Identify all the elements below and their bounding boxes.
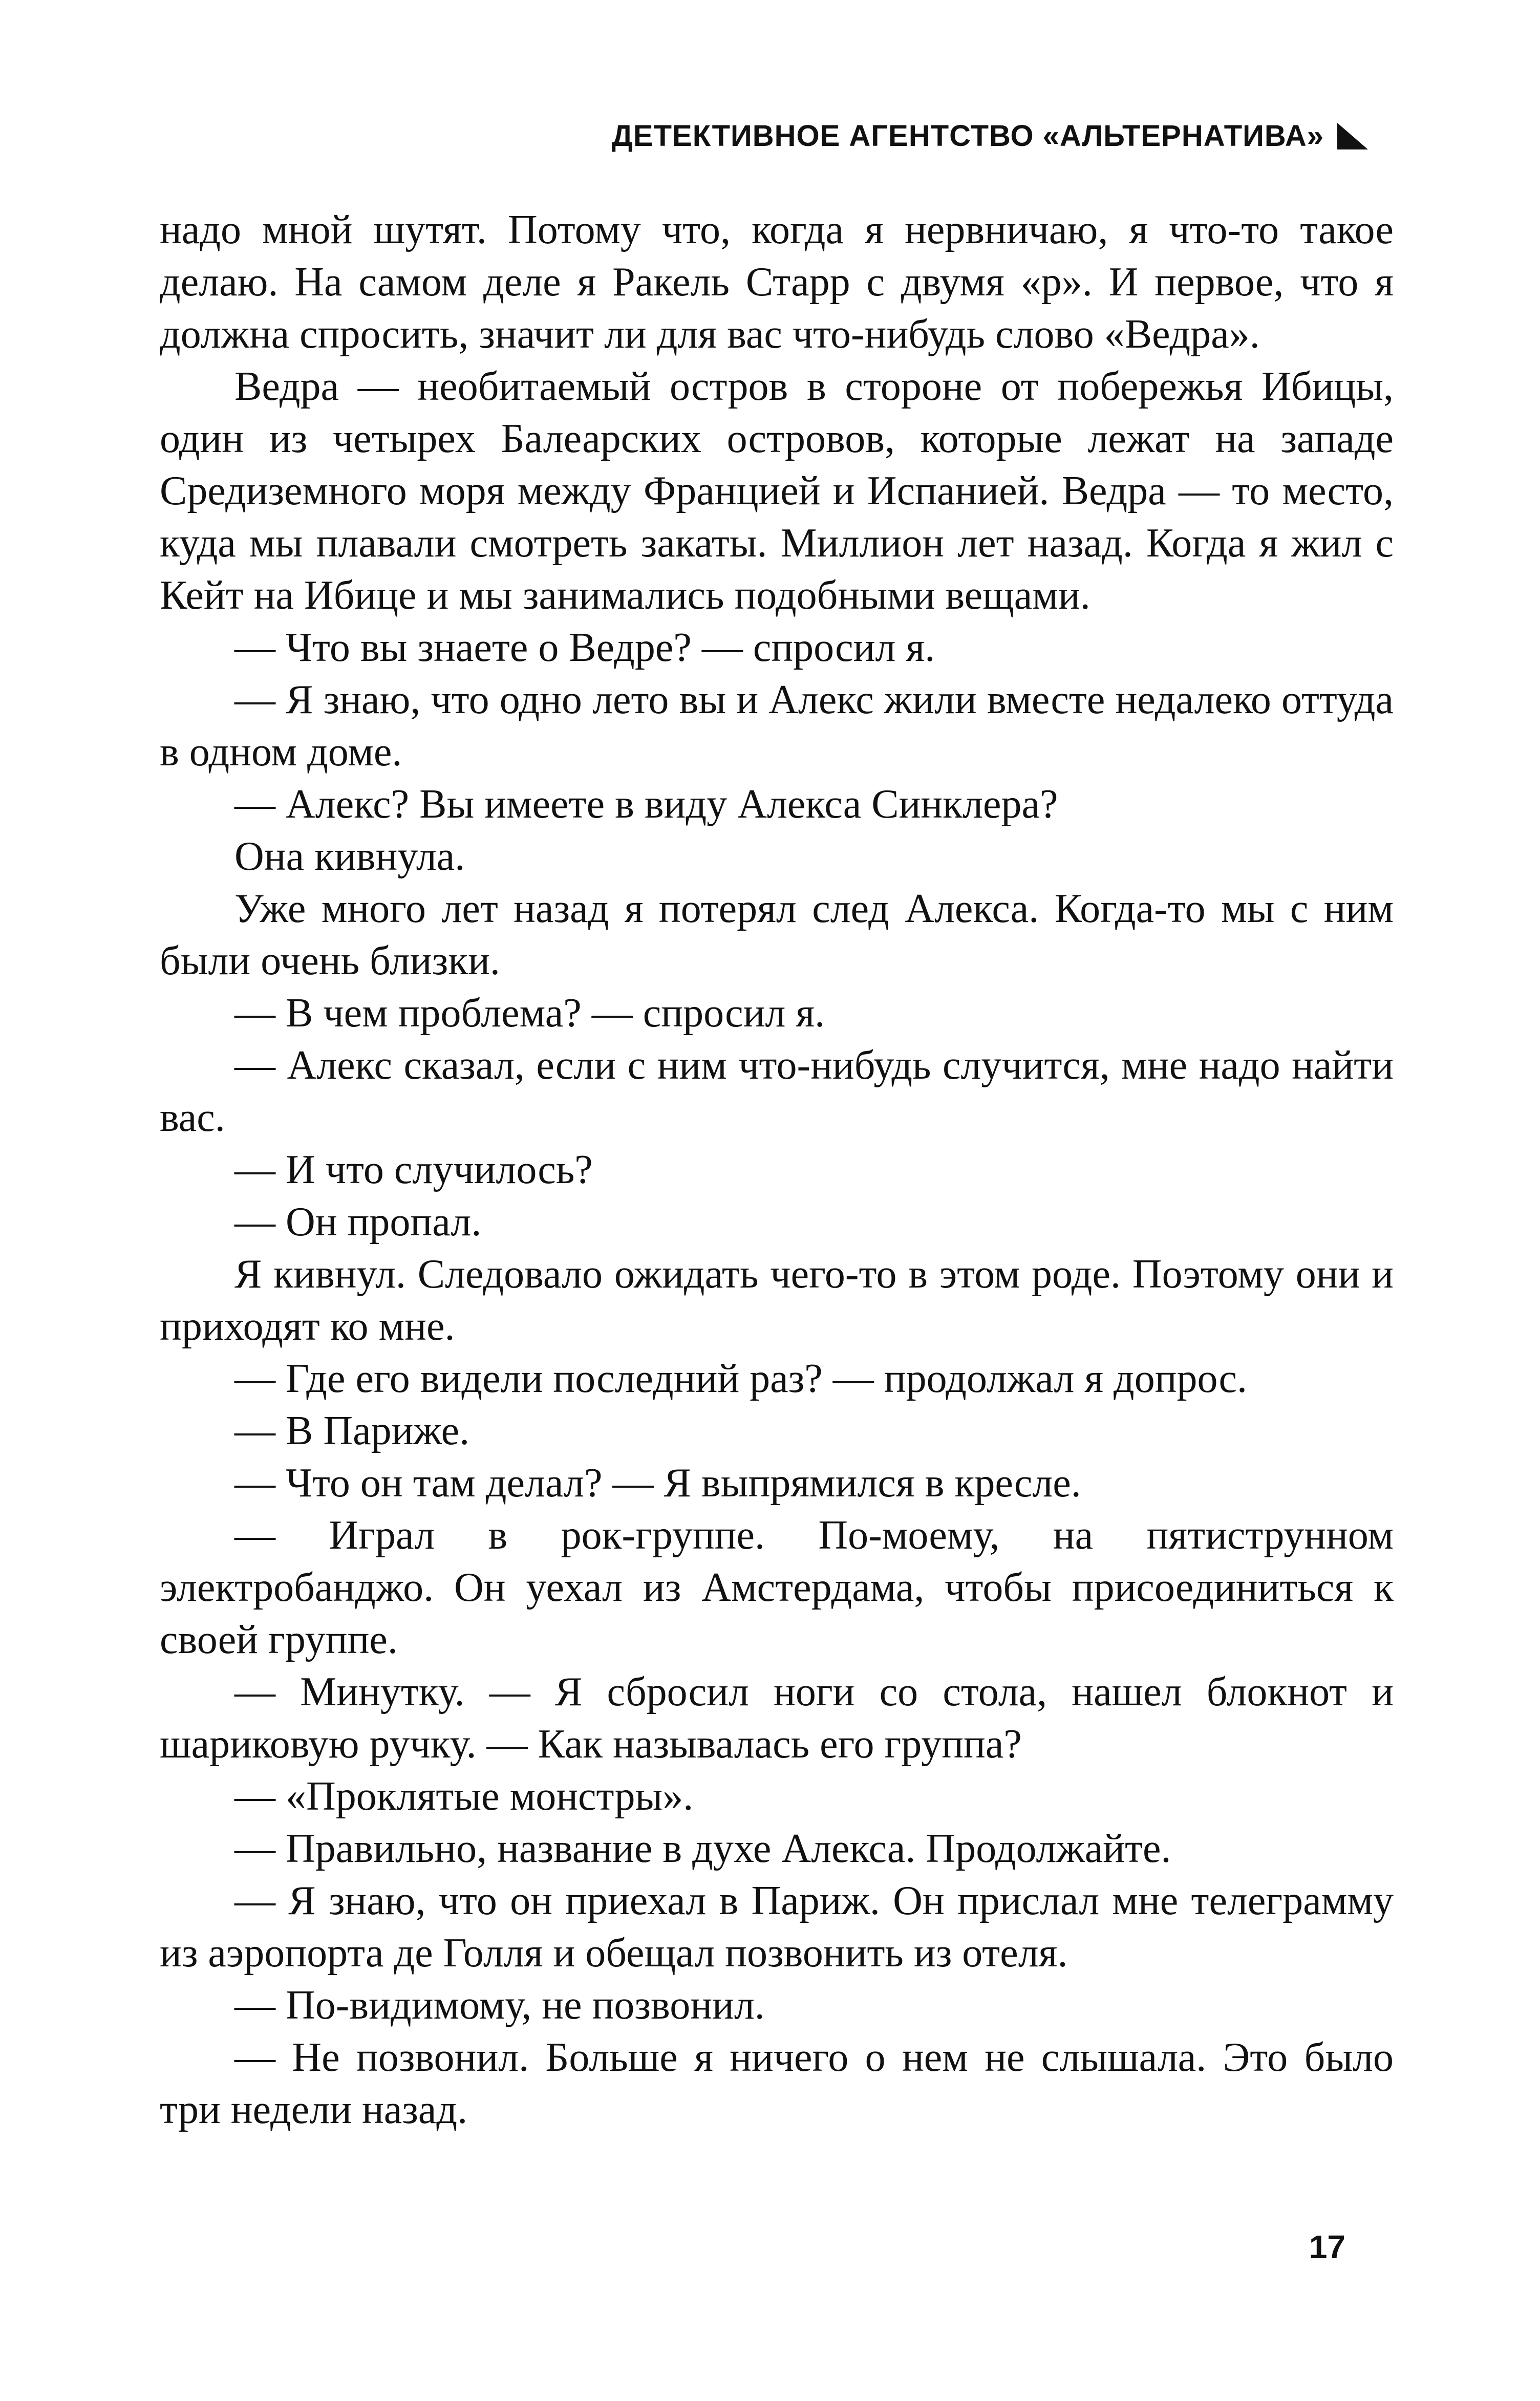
paragraph-11: — Он пропал. <box>234 1199 482 1245</box>
paragraph-12: Я кивнул. Следовало ожидать чего-то в этом роде. Поэтому они и приходят ко мне. <box>160 1252 1394 1349</box>
paragraph-20: — Я знаю, что он приехал в Париж. Он прислал мне телеграмму из аэропорта де Голля и обещал позвонить из отеля. <box>160 1878 1394 1976</box>
paragraph-4: — Я знаю, что одно лето вы и Алекс жили вместе недалеко оттуда в одном доме. <box>160 677 1394 775</box>
paragraph-8: — В чем проблема? — спросил я. <box>234 991 825 1036</box>
paragraph-5: — Алекс? Вы имеете в виду Алекса Синклера? <box>234 782 1058 827</box>
paragraph-1: надо мной шутят. Потому что, когда я нервничаю, я что-то такое делаю. На самом деле я Ракель Старр с двумя «р». И первое, что я должна спросить, значит ли для вас что-нибудь слово «Ведра». <box>160 207 1394 357</box>
page-number: 17 <box>1309 2228 1345 2265</box>
running-title: ДЕТЕКТИВНОЕ АГЕНТСТВО «АЛЬТЕРНАТИВА» <box>611 119 1324 153</box>
running-head <box>612 119 1368 153</box>
paragraph-17: — Минутку. — Я сбросил ноги со стола, нашел блокнот и шариковую ручку. — Как называлась его группа? <box>160 1669 1394 1767</box>
paragraph-14: — В Париже. <box>234 1408 470 1453</box>
paragraph-13: — Где его видели последний раз? — продолжал я допрос. <box>234 1356 1248 1401</box>
paragraph-21: — По-видимому, не позвонил. <box>234 1983 765 2028</box>
paragraph-18: — «Проклятые монстры». <box>234 1774 694 1819</box>
paragraph-15: — Что он там делал? — Я выпрямился в кресле. <box>234 1461 1081 1506</box>
body-text <box>160 204 1394 2136</box>
paragraph-19: — Правильно, название в духе Алекса. Продолжайте. <box>234 1826 1171 1871</box>
paragraph-10: — И что случилось? <box>234 1147 593 1192</box>
triangle-corner-icon <box>1337 123 1368 149</box>
paragraph-9: — Алекс сказал, если с ним что-нибудь случится, мне надо найти вас. <box>160 1043 1394 1140</box>
paragraph-6: Она кивнула. <box>234 834 465 879</box>
paragraph-22: — Не позвонил. Больше я ничего о нем не слышала. Это было три недели назад. <box>160 2035 1394 2132</box>
paragraph-7: Уже много лет назад я потерял след Алекса. Когда-то мы с ним были очень близки. <box>160 886 1394 983</box>
paragraph-3: — Что вы знаете о Ведре? — спросил я. <box>234 625 935 670</box>
paragraph-16: — Играл в рок-группе. По-моему, на пятиструнном электробанджо. Он уехал из Амстердама, чтобы присоединиться к своей группе. <box>160 1513 1394 1662</box>
paragraph-2: Ведра — необитаемый остров в стороне от побережья Ибицы, один из четырех Балеарских островов, которые лежат на западе Средиземного моря между Францией и Испанией. Ведра — то место, куда мы плавали смотреть закаты. Миллион лет назад. Когда я жил с Кейт на Ибице и мы занимались подобными вещами. <box>160 364 1394 618</box>
